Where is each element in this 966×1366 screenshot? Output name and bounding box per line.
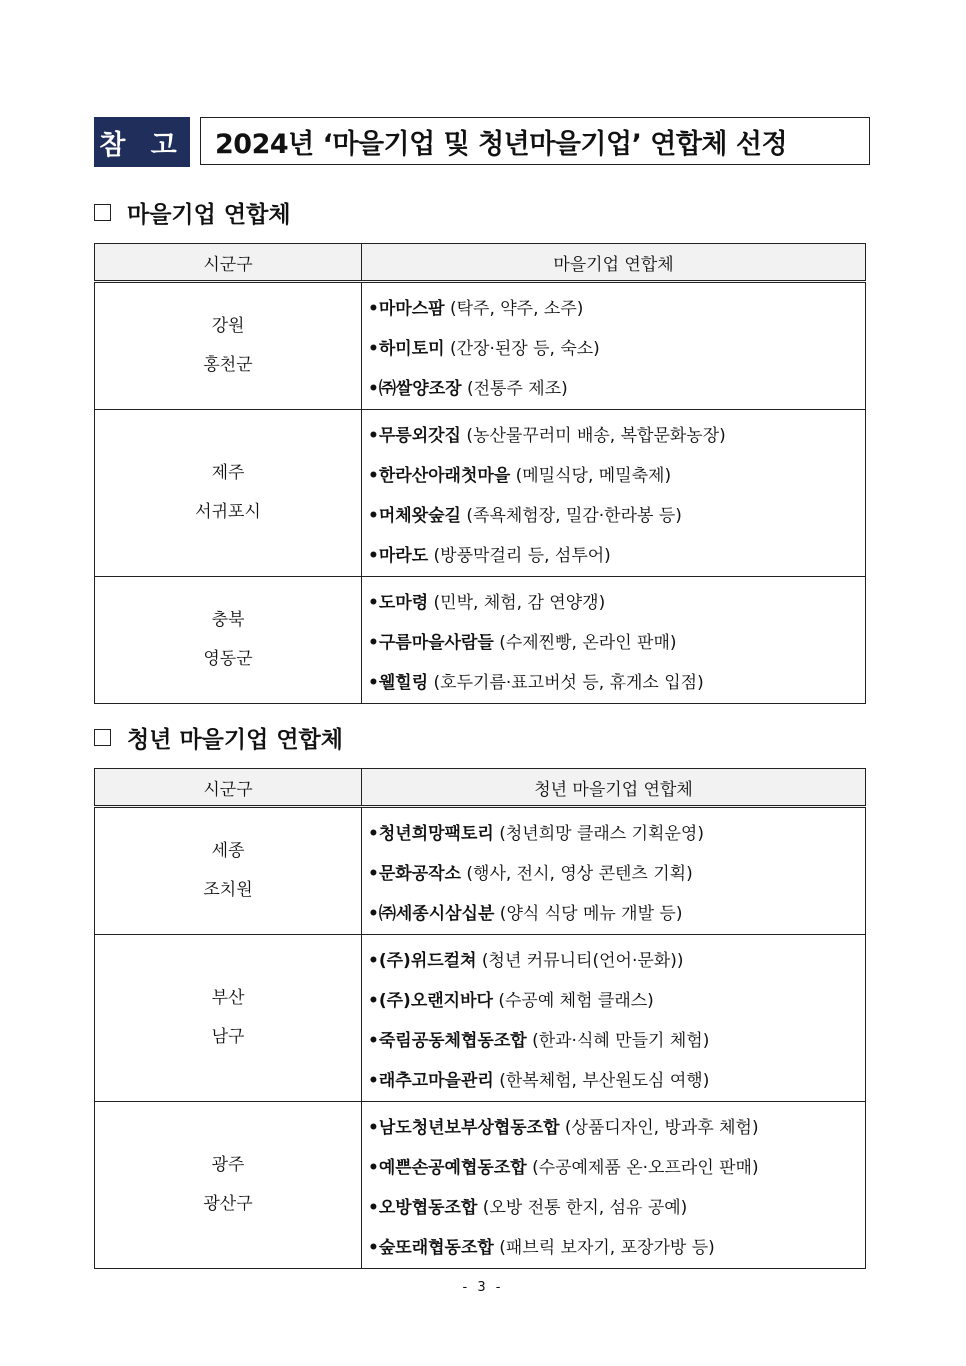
list-item — [368, 329, 865, 369]
table-body — [95, 282, 866, 704]
list-item — [368, 981, 865, 1021]
item-desc: (오방 전통 한지, 섬유 공예) — [477, 1198, 688, 1218]
column-header-union: 청년 마을기업 연합체 — [362, 769, 866, 807]
items-cell — [362, 282, 866, 410]
checkbox-square-icon — [94, 204, 111, 221]
region-district: 광산구 — [203, 1194, 253, 1214]
items-cell — [362, 935, 866, 1102]
section-title-text: 마을기업 연합체 — [127, 201, 291, 228]
item-desc: (청년 커뮤니티(언어·문화)) — [476, 951, 684, 971]
item-desc: (민박, 체험, 감 연양갱) — [428, 593, 606, 613]
region-district: 영동군 — [203, 649, 253, 669]
item-desc: (메밀식당, 메밀축제) — [510, 466, 672, 486]
list-item — [368, 1148, 865, 1188]
table-row — [95, 410, 866, 577]
list-item — [368, 369, 865, 409]
region-cell — [95, 282, 362, 410]
column-header-region: 시군구 — [95, 244, 362, 282]
table-row — [95, 935, 866, 1102]
region-district: 홍천군 — [203, 355, 253, 375]
item-name: •남도청년보부상협동조합 — [368, 1118, 560, 1138]
list-item — [368, 663, 865, 703]
region-province: 부산 — [211, 988, 245, 1008]
list-item — [368, 1228, 865, 1268]
region-province: 제주 — [211, 463, 245, 483]
column-header-union: 마을기업 연합체 — [362, 244, 866, 282]
list-item — [368, 1021, 865, 1061]
region-district: 서귀포시 — [195, 502, 261, 522]
item-desc: (상품디자인, 방과후 체험) — [559, 1118, 759, 1138]
reference-badge: 참 고 — [94, 117, 190, 167]
village-enterprise-table — [94, 243, 866, 704]
list-item — [368, 416, 865, 456]
table-row — [95, 282, 866, 410]
page-number: - 3 - — [462, 1280, 504, 1295]
item-name: •예쁜손공예협동조합 — [368, 1158, 527, 1178]
checkbox-square-icon — [94, 729, 111, 746]
region-province: 세종 — [211, 841, 245, 861]
region-province: 충북 — [211, 610, 245, 630]
list-item — [368, 536, 865, 576]
item-desc: (호두기름·표고버섯 등, 휴게소 입점) — [428, 673, 704, 693]
list-item — [368, 941, 865, 981]
region-cell — [95, 1102, 362, 1269]
region-province: 광주 — [211, 1155, 245, 1175]
list-item — [368, 1108, 865, 1148]
section-title-youth — [94, 721, 343, 754]
item-desc: (방풍막걸리 등, 섬투어) — [428, 546, 611, 566]
item-name: •한라산아래첫마을 — [368, 466, 511, 486]
item-name: •무릉외갓집 — [368, 426, 461, 446]
list-item — [368, 814, 865, 854]
section-title-text: 청년 마을기업 연합체 — [127, 726, 343, 753]
list-item — [368, 583, 865, 623]
item-name: •하미토미 — [368, 339, 445, 359]
items-cell — [362, 807, 866, 935]
item-name: •래추고마을관리 — [368, 1071, 494, 1091]
item-name: •마마스팜 — [368, 299, 445, 319]
region-district: 남구 — [211, 1027, 245, 1047]
item-desc: (전통주 제조) — [461, 379, 568, 399]
item-desc: (한복체험, 부산원도심 여행) — [493, 1071, 710, 1091]
item-desc: (탁주, 약주, 소주) — [444, 299, 584, 319]
item-name: •구름마을사람들 — [368, 633, 494, 653]
item-desc: (수제찐빵, 온라인 판매) — [493, 633, 677, 653]
item-name: •(주)오랜지바다 — [368, 991, 493, 1011]
youth-village-enterprise-table — [94, 768, 866, 1269]
region-cell — [95, 807, 362, 935]
page-header — [94, 117, 872, 167]
item-name: •죽림공동체협동조합 — [368, 1031, 527, 1051]
item-name: •(주)위드컬쳐 — [368, 951, 477, 971]
region-cell — [95, 577, 362, 704]
item-name: •청년희망팩토리 — [368, 824, 494, 844]
section-title-village — [94, 196, 291, 229]
items-cell — [362, 577, 866, 704]
item-desc: (행사, 전시, 영상 콘텐츠 기획) — [460, 864, 693, 884]
item-name: •㈜세종시삼십분 — [368, 904, 495, 924]
item-desc: (한과·식혜 만들기 체험) — [526, 1031, 710, 1051]
item-name: •머체왓숲길 — [368, 506, 461, 526]
item-desc: (청년희망 클래스 기획운영) — [493, 824, 704, 844]
table-row — [95, 577, 866, 704]
item-name: •마라도 — [368, 546, 429, 566]
item-desc: (수공예제품 온·오프라인 판매) — [526, 1158, 759, 1178]
item-name: •오방협동조합 — [368, 1198, 478, 1218]
item-desc: (패브릭 보자기, 포장가방 등) — [493, 1238, 715, 1258]
items-cell — [362, 410, 866, 577]
region-district: 조치원 — [203, 880, 253, 900]
table-header-row — [95, 244, 866, 282]
list-item — [368, 456, 865, 496]
list-item — [368, 623, 865, 663]
table-header-row — [95, 769, 866, 807]
item-name: •웰힐링 — [368, 673, 429, 693]
page-title: 2024년 ‘마을기업 및 청년마을기업’ 연합체 선정 — [200, 117, 870, 165]
list-item — [368, 854, 865, 894]
item-name: •문화공작소 — [368, 864, 461, 884]
list-item — [368, 1188, 865, 1228]
table-body — [95, 807, 866, 1269]
item-name: •도마령 — [368, 593, 429, 613]
item-desc: (농산물꾸러미 배송, 복합문화농장) — [460, 426, 726, 446]
table-row — [95, 1102, 866, 1269]
item-desc: (족욕체험장, 밀감·한라봉 등) — [460, 506, 682, 526]
item-desc: (양식 식당 메뉴 개발 등) — [494, 904, 683, 924]
item-desc: (간장·된장 등, 숙소) — [444, 339, 600, 359]
item-name: •㈜쌀양조장 — [368, 379, 462, 399]
region-province: 강원 — [211, 316, 245, 336]
table-row — [95, 807, 866, 935]
region-cell — [95, 935, 362, 1102]
column-header-region: 시군구 — [95, 769, 362, 807]
list-item — [368, 894, 865, 934]
item-name: •숲또래협동조합 — [368, 1238, 494, 1258]
region-cell — [95, 410, 362, 577]
items-cell — [362, 1102, 866, 1269]
list-item — [368, 1061, 865, 1101]
list-item — [368, 289, 865, 329]
list-item — [368, 496, 865, 536]
item-desc: (수공예 체험 클래스) — [492, 991, 654, 1011]
